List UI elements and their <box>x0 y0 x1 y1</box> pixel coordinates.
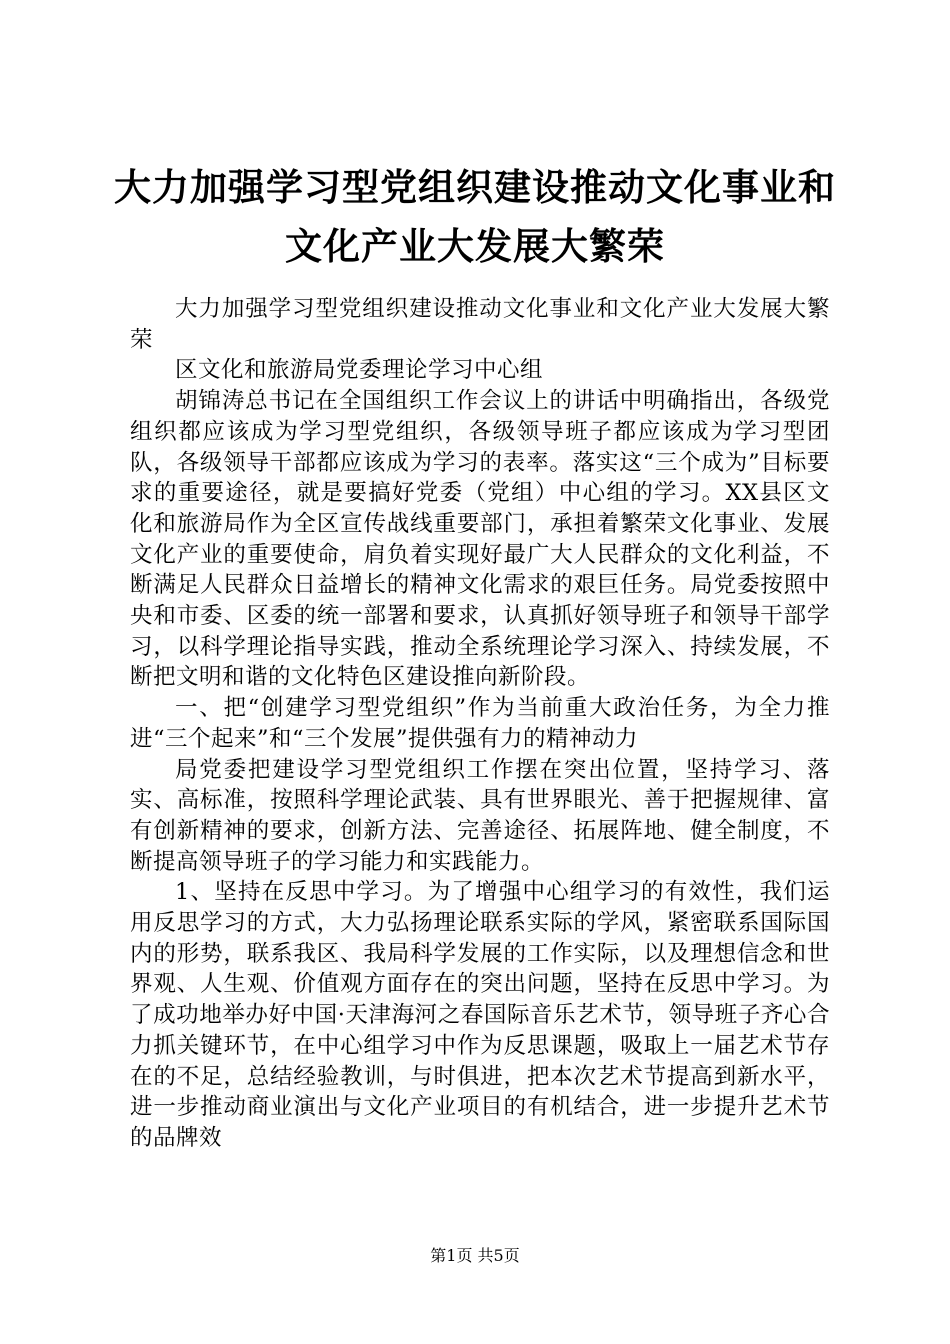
intro-paragraph: 胡锦涛总书记在全国组织工作会议上的讲话中明确指出，各级党组织都应该成为学习型党组织，各级领导班子都应该成为学习型团队，各级领导干部都应该成为学习的表率。落实这“三个成为”目标要求的重要途径，就是要搞好党委（党组）中心组的学习。XX县区文化和旅游局作为全区宣传战线重要部门，承担着繁荣文化事业、发展文化产业的重要使命，肩负着实现好最广大人民群众的文化利益，不断满足人民群众日益增长的精神文化需求的艰巨任务。局党委按照中央和市委、区委的统一部署和要求，认真抓好领导班子和领导干部学习，以科学理论指导实践，推动全系统理论学习深入、持续发展，不断把文明和谐的文化特色区建设推向新阶段。 <box>130 388 830 691</box>
author-paragraph: 区文化和旅游局党委理论学习中心组 <box>175 357 544 384</box>
section-intro-paragraph: 局党委把建设学习型党组织工作摆在突出位置，坚持学习、落实、高标准，按照科学理论武装、具有世界眼光、善于把握规律、富有创新精神的要求，创新方法、完善途径、拓展阵地、健全制度，不断提高领导班子的学习能力和实践能力。 <box>130 756 830 875</box>
document-body <box>130 294 830 1154</box>
page-footer: 第1页 共5页 <box>430 1246 520 1265</box>
section-heading-paragraph: 一、把“创建学习型党组织”作为当前重大政治任务，为全力推进“三个起来”和“三个发展”提供强有力的精神动力 <box>130 695 830 752</box>
point-one-paragraph: 1、坚持在反思中学习。为了增强中心组学习的有效性，我们运用反思学习的方式，大力弘扬理论联系实际的学风，紧密联系国际国内的形势，联系我区、我局科学发展的工作实际，以及理想信念和世界观、人生观、价值观方面存在的突出问题，坚持在反思中学习。为了成功地举办好中国·天津海河之春国际音乐艺术节，领导班子齐心合力抓关键环节，在中心组学习中作为反思课题，吸取上一届艺术节存在的不足，总结经验教训，与时俱进，把本次艺术节提高到新水平，进一步推动商业演出与文化产业项目的有机结合，进一步提升艺术节的品牌效 <box>130 879 830 1151</box>
subtitle-paragraph: 大力加强学习型党组织建设推动文化事业和文化产业大发展大繁荣 <box>130 296 830 353</box>
document-title: 大力加强学习型党组织建设推动文化事业和文化产业大发展大繁荣 <box>114 166 836 268</box>
